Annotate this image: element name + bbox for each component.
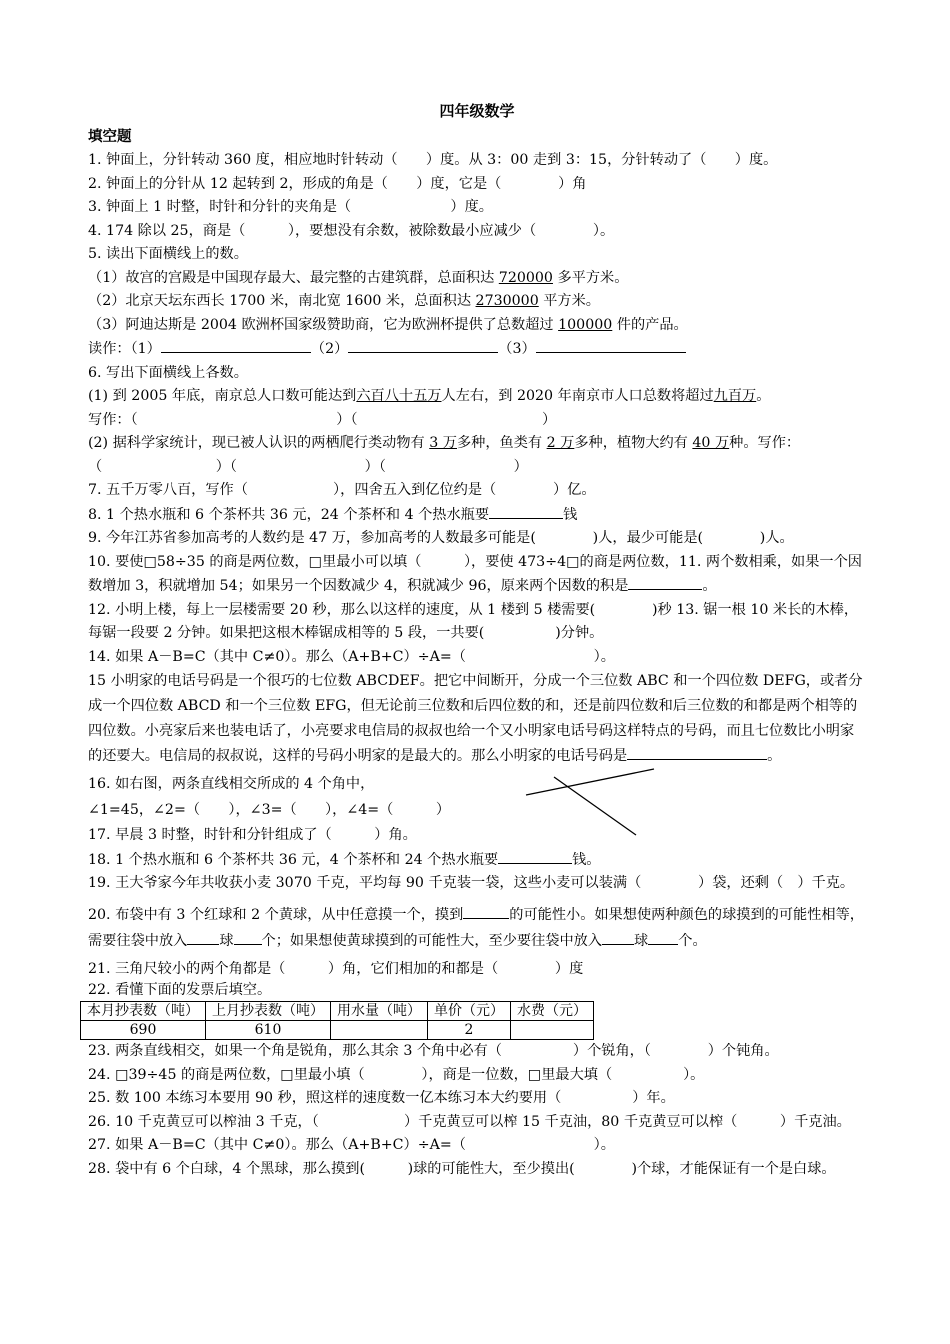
answer-blank[interactable] xyxy=(627,744,767,760)
underlined-number: 100000 xyxy=(558,316,613,333)
table-cell[interactable] xyxy=(331,1021,428,1040)
question-5-answer-line: 读作：（1） （2） （3） xyxy=(88,337,866,362)
question-5-item-3: （3）阿迪达斯是 2004 欧洲杯国家级赞助商，它为欧洲杯提供了总数超过 100000 件的产品。 xyxy=(88,316,688,333)
answer-blank[interactable] xyxy=(628,574,702,590)
question-8: 8. 1 个热水瓶和 6 个茶杯共 36 元，24 个茶杯和 4 个热水瓶要 钱 xyxy=(88,503,866,528)
line-b xyxy=(554,777,636,835)
water-bill-table xyxy=(80,1001,594,1040)
answer-blank[interactable] xyxy=(536,337,686,353)
question-26: 26. 10 千克黄豆可以榨油 3 千克，（ ）千克黄豆可以榨 15 千克油，80 千克黄豆可以榨（ ）千克油。 xyxy=(88,1113,851,1130)
intersecting-lines-figure xyxy=(520,767,660,837)
answer-blank[interactable] xyxy=(161,337,311,353)
question-21: 21. 三角尺较小的两个角都是（ ）角，它们相加的和都是（ ）度 xyxy=(88,960,584,977)
table-header-row xyxy=(81,1002,594,1021)
question-6: 6. 写出下面横线上各数。 xyxy=(88,364,248,381)
question-16-angles: ∠1=45，∠2=（ ），∠3=（ ），∠4=（ ） xyxy=(88,801,451,818)
question-17: 17. 早晨 3 时整，时针和分针组成了（ ）角。 xyxy=(88,827,417,843)
table-cell: 610 xyxy=(206,1021,331,1040)
question-22: 22. 看懂下面的发票后填空。 xyxy=(88,982,272,998)
question-3: 3. 钟面上 1 时整，时针和分针的夹角是（ ）度。 xyxy=(88,199,493,215)
table-header: 用水量（吨） xyxy=(331,1002,428,1021)
question-9: 9. 今年江苏省参加高考的人数约是 47 万，参加高考的人数最多可能是( )人，最少可能是( )人。 xyxy=(88,530,794,546)
question-4: 4. 174 除以 25，商是（ ），要想没有余数，被除数最小应减少（ ）。 xyxy=(88,222,615,239)
table-row xyxy=(81,1021,594,1040)
table-header: 水费（元） xyxy=(511,1002,594,1021)
table-cell: 2 xyxy=(428,1021,511,1040)
question-7: 7. 五千万零八百，写作（ ），四舍五入到亿位约是（ ）亿。 xyxy=(88,482,596,498)
question-10: 10. 要使□58÷35 的商是两位数，□里最小可以填（ ），要使 473÷4□的商是两位数，11. 两个数相乘，如果一个因数增加 3，积就增加 54；如果另一个因数减少 4，积就减少 96，原来两个因数的积是 。 xyxy=(88,553,862,594)
answer-blank[interactable] xyxy=(187,929,219,945)
question-15: 15 小明家的电话号码是一个很巧的七位数 ABCDEF。把它中间断开，分成一个三位数 ABC 和一个四位数 DEFG，或者分成一个四位数 ABCD 和一个三位数 EFG，但无论前三位数和后四位数的和，还是前四位数和后三位数的和都是两个相等的四位数。小亮家后来也装电话了，小亮要求电信局的叔叔也给一个又小明家电话号码这样特点的号码，而且七位数比小明家的还要大。电信局的叔叔说，这样的号码小明家的是最大的。那么小明家的电话号码是 。 xyxy=(88,673,863,764)
answer-blank[interactable] xyxy=(234,929,262,945)
question-1: 1. 钟面上，分针转动 360 度，相应地时针转动（ ）度。从 3：00 走到 3：15，分针转动了（ ）度。 xyxy=(88,152,778,168)
answer-blank[interactable] xyxy=(489,503,563,519)
question-24: 24. □39÷45 的商是两位数，□里最小填（ ），商是一位数，□里最大填（ ）。 xyxy=(88,1066,705,1083)
question-19: 19. 王大爷家今年共收获小麦 3070 千克，平均每 90 千克装一袋，这些小麦可以装满（ ）袋，还剩（ ）千克。 xyxy=(88,875,855,891)
question-6-item-1: (1) 到 2005 年底，南京总人口数可能达到六百八十五万人左右，到 2020 年南京市人口总数将超过九百万。 xyxy=(88,388,771,404)
question-28: 28. 袋中有 6 个白球，4 个黑球，那么摸到( )球的可能性大，至少摸出( )个球，才能保证有一个是白球。 xyxy=(88,1160,836,1177)
question-6-item-2: (2) 据科学家统计，现已被人认识的两栖爬行类动物有 3 万多种，鱼类有 2 万多种，植物大约有 40 万种。写作：（ ）（ ）（ ） xyxy=(88,435,801,475)
answer-blank[interactable] xyxy=(648,929,678,945)
table-cell: 690 xyxy=(81,1021,206,1040)
question-20: 20. 布袋中有 3 个红球和 2 个黄球，从中任意摸一个，摸到 的可能性小。如果想使两种颜色的球摸到的可能性相等，需要往袋中放入 球 个；如果想使黄球摸到的可能性大，至少要往袋中放入 球 个。 xyxy=(88,902,866,954)
question-12: 12. 小明上楼，每上一层楼需要 20 秒，那么以这样的速度，从 1 楼到 5 楼需要( )秒 13. 锯一根 10 米长的木棒，每锯一段要 2 分钟。如果把这根木棒锯成相等的 5 段，一共要( )分钟。 xyxy=(88,601,859,641)
question-14: 14. 如果 A－B=C（其中 C≠0）。那么（A+B+C）÷A=（ ）。 xyxy=(88,648,615,665)
table-header: 上月抄表数（吨） xyxy=(206,1002,331,1021)
question-25: 25. 数 100 本练习本要用 90 秒，照这样的速度数一亿本练习本大约要用（ ）年。 xyxy=(88,1090,675,1106)
answer-blank[interactable] xyxy=(602,929,634,945)
question-16: 16. 如右图，两条直线相交所成的 4 个角中， xyxy=(88,776,375,792)
table-header: 单价（元） xyxy=(428,1002,511,1021)
worksheet-page xyxy=(88,100,866,1181)
page-title: 四年级数学 xyxy=(439,102,515,120)
question-2: 2. 钟面上的分针从 12 起转到 2，形成的角是（ ）度，它是（ ）角 xyxy=(88,175,587,192)
question-5-item-2: （2）北京天坛东西长 1700 米，南北宽 1600 米，总面积达 2730000 平方米。 xyxy=(88,293,600,309)
question-5-item-1: （1）故宫的宫殿是中国现存最大、最完整的古建筑群，总面积达 720000 多平方米。 xyxy=(88,269,629,286)
question-23: 23. 两条直线相交，如果一个角是锐角，那么其余 3 个角中必有（ ）个锐角，（ ）个钝角。 xyxy=(88,1043,779,1059)
answer-blank[interactable] xyxy=(498,848,572,864)
section-heading: 填空题 xyxy=(88,128,132,145)
line-a xyxy=(526,769,654,795)
table-header: 本月抄表数（吨） xyxy=(81,1002,206,1021)
table-cell[interactable] xyxy=(511,1021,594,1040)
question-27: 27. 如果 A－B=C（其中 C≠0）。那么（A+B+C）÷A=（ ）。 xyxy=(88,1137,615,1153)
question-5: 5. 读出下面横线上的数。 xyxy=(88,246,248,262)
question-18: 18. 1 个热水瓶和 6 个茶杯共 36 元，4 个茶杯和 24 个热水瓶要 钱。 xyxy=(88,848,866,873)
answer-blank[interactable] xyxy=(348,337,498,353)
underlined-number: 2730000 xyxy=(475,293,539,309)
question-6-write-1: 写作：（ ）（ ） xyxy=(88,411,557,428)
underlined-number: 720000 xyxy=(498,269,553,286)
answer-blank[interactable] xyxy=(463,903,509,919)
question-16-block xyxy=(88,773,866,848)
